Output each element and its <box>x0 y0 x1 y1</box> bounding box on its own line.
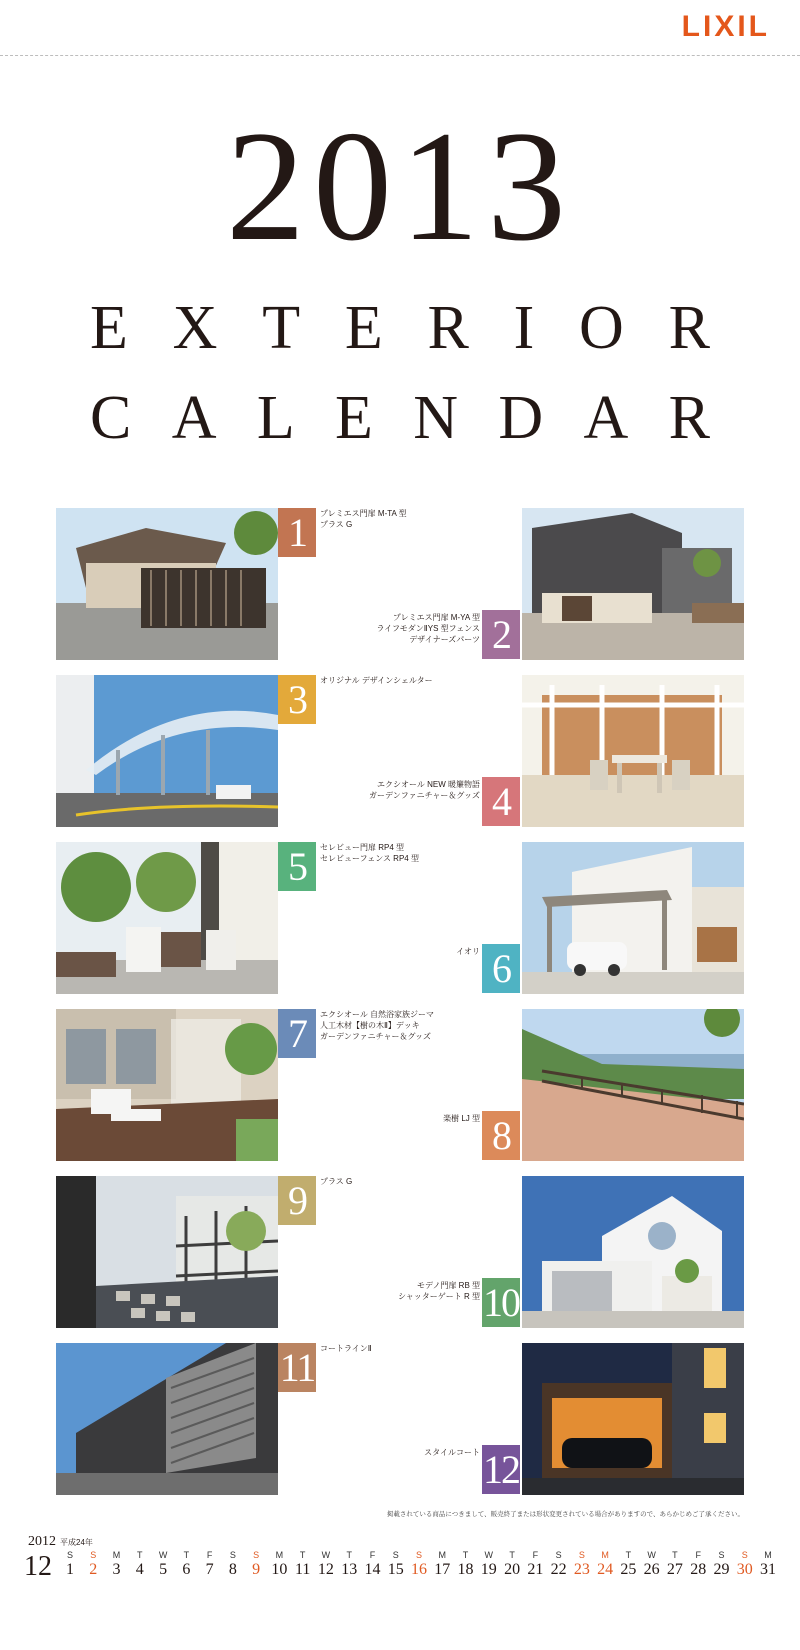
caption-month-6: イオリ <box>456 947 480 956</box>
calendar-weekday: F <box>695 1550 701 1560</box>
calendar-weekday: W <box>321 1550 331 1560</box>
calendar-date: 3 <box>112 1561 121 1578</box>
calendar-day <box>477 1550 501 1580</box>
calendar-day <box>500 1550 524 1580</box>
calendar-weekday: S <box>578 1550 585 1560</box>
disclaimer-note: 掲載されている商品につきまして、販売終了または形状変更されている場合がありますので、あらかじめご了承ください。 <box>386 1511 744 1518</box>
calendar-date: 1 <box>66 1561 74 1578</box>
calendar-day <box>593 1550 617 1580</box>
calendar-day <box>291 1550 315 1580</box>
photo-month-3 <box>56 675 278 827</box>
calendar-era: 平成24年 <box>60 1538 93 1547</box>
calendar-date: 22 <box>550 1561 567 1578</box>
calendar-date: 5 <box>159 1561 168 1578</box>
calendar-date: 16 <box>411 1561 427 1578</box>
calendar-date: 28 <box>690 1561 707 1578</box>
calendar-weekday: M <box>275 1550 284 1560</box>
calendar-day <box>407 1550 431 1580</box>
photo-month-9 <box>56 1176 278 1328</box>
caption-month-1: プレミエス門扉 M-TA 型 プラス G <box>320 509 407 529</box>
photo-month-10 <box>522 1176 744 1328</box>
calendar-weekday: T <box>299 1550 306 1560</box>
caption-month-10: モデノ門扉 RB 型 シャッターゲート R 型 <box>397 1281 480 1301</box>
calendar-date: 23 <box>573 1561 590 1578</box>
caption-month-11: コートラインⅡ <box>320 1344 372 1353</box>
calendar-date: 14 <box>364 1561 381 1578</box>
calendar-day <box>174 1550 198 1580</box>
calendar-weekday: T <box>183 1550 190 1560</box>
calendar-day <box>430 1550 454 1580</box>
calendar-date: 10 <box>271 1561 288 1578</box>
calendar-date: 2 <box>89 1561 98 1578</box>
calendar-day <box>686 1550 710 1580</box>
caption-month-5: セレビュー門扉 RP4 型 セレビューフェンス RP4 型 <box>320 843 419 863</box>
calendar-weekday: T <box>672 1550 678 1560</box>
calendar-month: 12 <box>24 1551 52 1582</box>
calendar-day <box>244 1550 268 1580</box>
calendar-weekday: T <box>137 1550 143 1560</box>
calendar-weekday: S <box>229 1550 236 1560</box>
calendar-day <box>267 1550 291 1580</box>
calendar-date: 19 <box>480 1561 497 1578</box>
month-number-1: 1 <box>278 508 316 557</box>
calendar-day <box>640 1550 664 1580</box>
photo-month-6 <box>522 842 744 994</box>
month-number-6: 6 <box>482 944 520 993</box>
calendar-days <box>58 1550 780 1590</box>
calendar-weekday: S <box>555 1550 562 1560</box>
photo-month-8 <box>522 1009 744 1161</box>
month-number-8: 8 <box>482 1111 520 1160</box>
photo-month-12 <box>522 1343 744 1495</box>
calendar-date: 18 <box>457 1561 474 1578</box>
calendar-date: 21 <box>527 1561 544 1578</box>
calendar-weekday: M <box>112 1550 121 1560</box>
calendar-date: 27 <box>666 1561 683 1578</box>
calendar-day <box>547 1550 571 1580</box>
calendar-weekday: W <box>158 1550 168 1560</box>
calendar-date: 11 <box>294 1561 311 1578</box>
calendar-weekday: F <box>206 1550 213 1560</box>
top-header <box>0 0 800 56</box>
calendar-day <box>384 1550 408 1580</box>
calendar-date: 15 <box>387 1561 404 1578</box>
calendar-date: 30 <box>736 1561 753 1578</box>
month-number-3: 3 <box>278 675 316 724</box>
cover-year: 2013 <box>226 99 574 274</box>
photo-month-1 <box>56 508 278 660</box>
photo-month-7 <box>56 1009 278 1161</box>
calendar-day <box>360 1550 384 1580</box>
calendar-weekday: S <box>253 1550 260 1560</box>
lixil-logo: LIXIL <box>681 10 770 43</box>
calendar-day <box>337 1550 361 1580</box>
calendar-year: 2012 平成24年 <box>28 1534 93 1549</box>
calendar-weekday: T <box>462 1550 469 1560</box>
calendar-date: 9 <box>252 1561 261 1578</box>
month-number-7: 7 <box>278 1009 316 1058</box>
calendar-date: 29 <box>713 1561 730 1578</box>
month-number-2: 2 <box>482 610 520 659</box>
title-line-calendar: C A L E N D A R <box>90 384 710 452</box>
calendar-date: 6 <box>182 1561 191 1578</box>
calendar-weekday: M <box>764 1550 772 1560</box>
calendar-day <box>663 1550 687 1580</box>
calendar-day <box>105 1550 129 1580</box>
photo-month-2 <box>522 508 744 660</box>
month-number-12: 12 <box>483 1447 519 1492</box>
calendar-date: 25 <box>620 1561 637 1578</box>
calendar-day <box>81 1550 105 1580</box>
calendar-date: 12 <box>317 1561 334 1578</box>
caption-month-12: スタイルコート <box>424 1448 480 1457</box>
calendar-day <box>128 1550 152 1580</box>
caption-month-7: エクシオール 自然浴家族ジーマ 人工木材【樹の木Ⅱ】デッキ ガーデンファニチャー＆グッズ <box>320 1010 435 1041</box>
month-number-9: 9 <box>278 1176 316 1225</box>
calendar-weekday: S <box>741 1550 748 1560</box>
title-line-exterior: E X T E R I O R <box>90 294 710 362</box>
calendar-day <box>151 1550 175 1580</box>
calendar-day <box>454 1550 478 1580</box>
caption-month-4: エクシオール NEW 暖簾物語 ガーデンファニチャー＆グッズ <box>368 780 480 800</box>
calendar-date: 4 <box>135 1561 144 1578</box>
calendar-weekday: F <box>369 1550 376 1560</box>
calendar-day <box>523 1550 547 1580</box>
calendar-weekday: M <box>601 1550 609 1560</box>
calendar-date: 8 <box>228 1561 237 1578</box>
calendar-date: 17 <box>434 1561 451 1578</box>
calendar-date: 20 <box>504 1561 521 1578</box>
calendar-weekday: S <box>66 1550 73 1560</box>
calendar-day <box>221 1550 245 1580</box>
calendar-date: 31 <box>760 1561 776 1578</box>
calendar-weekday: S <box>90 1550 97 1560</box>
calendar-date: 26 <box>643 1561 660 1578</box>
caption-month-8: 楽樹 LJ 型 <box>443 1114 480 1123</box>
calendar-date: 13 <box>341 1561 358 1578</box>
calendar-weekday: W <box>484 1550 494 1560</box>
month-number-11: 11 <box>279 1345 315 1390</box>
calendar-weekday: S <box>392 1550 399 1560</box>
calendar-weekday: S <box>415 1550 422 1560</box>
calendar-date: 24 <box>597 1561 614 1578</box>
calendar-day <box>616 1550 640 1580</box>
calendar-day <box>709 1550 733 1580</box>
photo-month-4 <box>522 675 744 827</box>
calendar-day <box>733 1550 757 1580</box>
caption-month-3: オリジナル デザインシェルター <box>320 676 433 685</box>
calendar-weekday: T <box>509 1550 515 1560</box>
calendar-date: 7 <box>205 1561 214 1578</box>
calendar-day <box>756 1550 780 1580</box>
calendar-weekday: S <box>718 1550 725 1560</box>
caption-month-9: プラス G <box>320 1177 353 1186</box>
calendar-day <box>198 1550 222 1580</box>
month-number-4: 4 <box>482 777 520 826</box>
photo-month-5 <box>56 842 278 994</box>
calendar-weekday: T <box>625 1550 632 1560</box>
caption-month-2: プレミエス門扉 M-YA 型 ライフモダンⅡYS 型フェンス デザイナーズパーツ <box>376 613 480 644</box>
calendar-day <box>314 1550 338 1580</box>
photo-month-11 <box>56 1343 278 1495</box>
calendar-weekday: T <box>346 1550 352 1560</box>
month-number-5: 5 <box>278 842 316 891</box>
month-number-10: 10 <box>483 1280 519 1325</box>
calendar-weekday: W <box>647 1550 656 1560</box>
calendar-weekday: F <box>532 1550 539 1560</box>
calendar-day <box>570 1550 594 1580</box>
calendar-weekday: M <box>438 1550 447 1560</box>
calendar-day <box>58 1550 82 1580</box>
